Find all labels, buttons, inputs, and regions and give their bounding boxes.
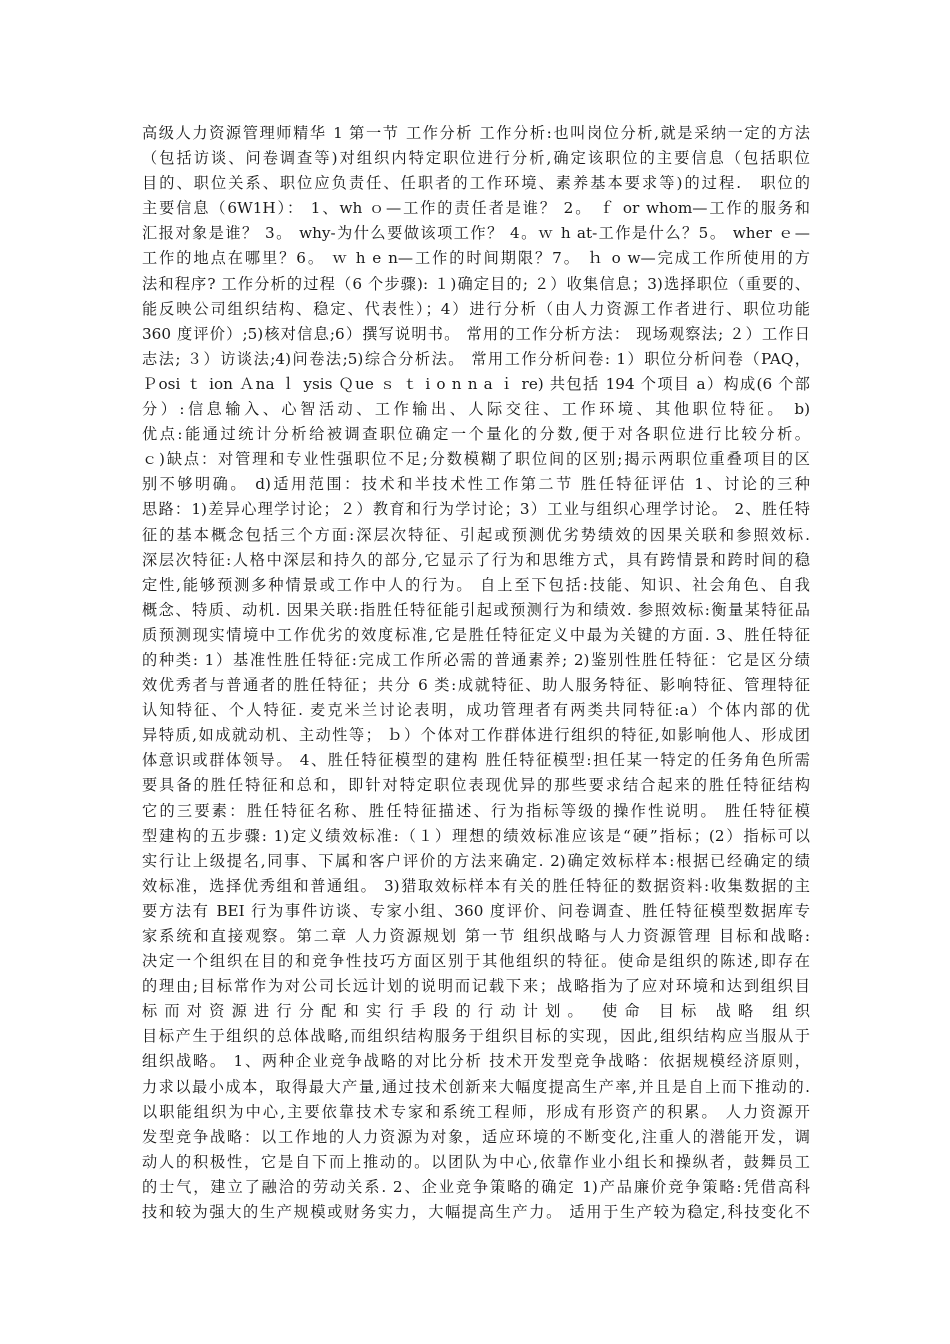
text-line: 目的、职位关系、职位应负责任、任职者的工作环境、素养基本要求等)的过程. 职位的 xyxy=(142,174,810,193)
text-line: 别不够明确。 d)适用范围：技术和半技术性工作第二节 胜任特征评估 1、讨论的三种 xyxy=(142,475,810,494)
text-line: 定性,能够预测多种情景或工作中人的行为。 自上至下包括:技能、知识、社会角色、自我 xyxy=(142,575,810,594)
text-line: 目标产生于组织的总体战略,而组织结构服务于组织目标的实现，因此,组织结构应当服从于 xyxy=(142,1027,810,1046)
text-line: 动人的积极性，它是自下而上推动的。以团队为中心,依靠作业小组长和操纵者，鼓舞员工 xyxy=(142,1152,810,1171)
text-line: 思路：1)差异心理学讨论；２）教育和行为学讨论；3）工业与组织心理学讨论。 2、胜任特 xyxy=(142,500,810,519)
text-line: 志法; ３）访谈法;4)问卷法;5)综合分析法。 常用工作分析问卷: 1）职位分析问卷（PAQ， xyxy=(142,349,810,368)
text-line: 主要信息（6W1H）： 1、wh ｏ—工作的责任者是谁？ 2。 ｆ or whom—工作的服务和 xyxy=(142,199,810,218)
text-line: 征的基本概念包括三个方面:深层次特征、引起或预测优劣势绩效的因果关联和参照效标. xyxy=(142,525,810,544)
text-line: 优点:能通过统计分析给被调查职位确定一个量化的分数,便于对各职位进行比较分析。 xyxy=(142,425,810,444)
text-line: 标而对资源进行分配和实行手段的行动计划。 使命 目标 战略 组织 xyxy=(142,1002,810,1021)
text-line: ｃ)缺点：对管理和专业性强职位不足;分数模糊了职位间的区别;揭示两职位重叠项目的区 xyxy=(142,450,810,469)
text-line: 要方法有 BEI 行为事件访谈、专家小组、360 度评价、问卷调查、胜任特征模型数据库专 xyxy=(142,901,810,920)
text-line: 决定一个组织在目的和竞争性技巧方面区别于其他组织的特征。使命是组织的陈述,即存在 xyxy=(142,952,810,971)
text-line: 法和程序? 工作分析的过程（6 个步骤): １)确定目的; ２）收集信息；3)选择职位（重要的、 xyxy=(142,274,810,293)
text-line: 深层次特征:人格中深层和持久的部分,它显示了行为和思维方式，具有跨情景和跨时间的稳 xyxy=(142,550,810,569)
text-line: 质预测现实情境中工作优劣的效度标准,它是胜任特征定义中最为关键的方面. 3、胜任特征 xyxy=(142,625,810,644)
text-line: 力求以最小成本，取得最大产量,通过技术创新来大幅度提高生产率,并且是自上而下推动的. xyxy=(142,1077,810,1096)
text-line: 分）:信息输入、心智活动、工作输出、人际交往、工作环境、其他职位特征。 b) xyxy=(142,400,810,419)
text-line: 高级人力资源管理师精华 1 第一节 工作分析 工作分析:也叫岗位分析,就是采纳一定的方法 xyxy=(142,124,810,142)
text-line: 360 度评价）;5)核对信息;6）撰写说明书。 常用的工作分析方法： 现场观察法; ２）工作日 xyxy=(142,324,810,343)
text-line: 概念、特质、动机. 因果关联:指胜任特征能引起或预测行为和绩效. 参照效标:衡量某特征品 xyxy=(142,600,810,619)
text-line: 型建构的五步骤: 1)定义绩效标准:（１）理想的绩效标准应该是“硬”指标；(2）指标可以 xyxy=(142,826,810,845)
text-line: 组织战略。 1、两种企业竞争战略的对比分析 技术开发型竞争战略：依据规模经济原则， xyxy=(142,1052,810,1071)
text-line: 认知特征、个人特征. 麦克米兰讨论表明，成功管理者有两类共同特征:a）个体内部的优 xyxy=(142,701,810,720)
text-line: 能反映公司组织结构、稳定、代表性）；4）进行分析（由人力资源工作者进行、职位功能 xyxy=(142,299,810,318)
document-body-text xyxy=(142,121,810,1225)
text-line: （包括访谈、问卷调查等)对组织内特定职位进行分析,确定该职位的主要信息（包括职位 xyxy=(142,149,810,168)
text-line: 以职能组织为中心,主要依靠技术专家和系统工程师，形成有形资产的积累。 人力资源开 xyxy=(142,1102,810,1121)
text-line: 的种类: 1）基准性胜任特征:完成工作所必需的普通素养; 2)鉴别性胜任特征：它是区分绩 xyxy=(142,650,810,669)
text-line: 工作的地点在哪里？6。 ｗ h e n—工作的时间期限？7。 ｈ o w—完成工作所使用的方 xyxy=(142,249,810,268)
text-line: 的理由;目标常作为对公司长远计划的说明而记载下来；战略指为了应对环境和达到组织目 xyxy=(142,977,810,996)
text-line: 异特质,如成就动机、主动性等； ｂ）个体对工作群体进行组织的特征,如影响他人、形成团 xyxy=(142,726,810,745)
text-line: 效标准，选择优秀组和普通组。 3)猎取效标样本有关的胜任特征的数据资料:收集数据的主 xyxy=(142,876,810,895)
text-line: 家系统和直接观察。第二章 人力资源规划 第一节 组织战略与人力资源管理 目标和战略: xyxy=(142,927,810,945)
text-line: 效优秀者与普通者的胜任特征；共分 6 类:成就特征、助人服务特征、影响特征、管理特征 xyxy=(142,676,810,695)
text-line: 的士气，建立了融洽的劳动关系. 2、企业竞争策略的确定 1)产品廉价竞争策略:凭借高科 xyxy=(142,1177,810,1196)
text-line: 要具备的胜任特征和总和，即针对特定职位表现优异的那些要求结合起来的胜任特征结构 xyxy=(142,776,810,795)
text-line: 技和较为强大的生产规模或财务实力，大幅提高生产力。 适用于生产较为稳定,科技变化不 xyxy=(142,1203,810,1222)
text-line: 它的三要素：胜任特征名称、胜任特征描述、行为指标等级的操作性说明。 胜任特征模 xyxy=(142,801,810,820)
text-line: Ｐosi ｔ ion Ａna ｌ ysis Ｑue ｓ ｔ i o n n a ｉ re) 共包括 194 个项目 a）构成(6 个部 xyxy=(142,374,810,393)
text-line: 实行让上级提名,同事、下属和客户评价的方法来确定. 2)确定效标样本:根据已经确定的绩 xyxy=(142,851,810,870)
text-line: 体意识或群体领导。 4、胜任特征模型的建构 胜任特征模型:担任某一特定的任务角色所需 xyxy=(142,751,810,770)
text-line: 发型竞争战略：以工作地的人力资源为对象，适应环境的不断变化,注重人的潜能开发，调 xyxy=(142,1127,810,1146)
text-line: 汇报对象是谁？ 3。 why-为什么要做该项工作？ 4。ｗ h at-工作是什么？5。 wher ｅ— xyxy=(142,224,810,243)
